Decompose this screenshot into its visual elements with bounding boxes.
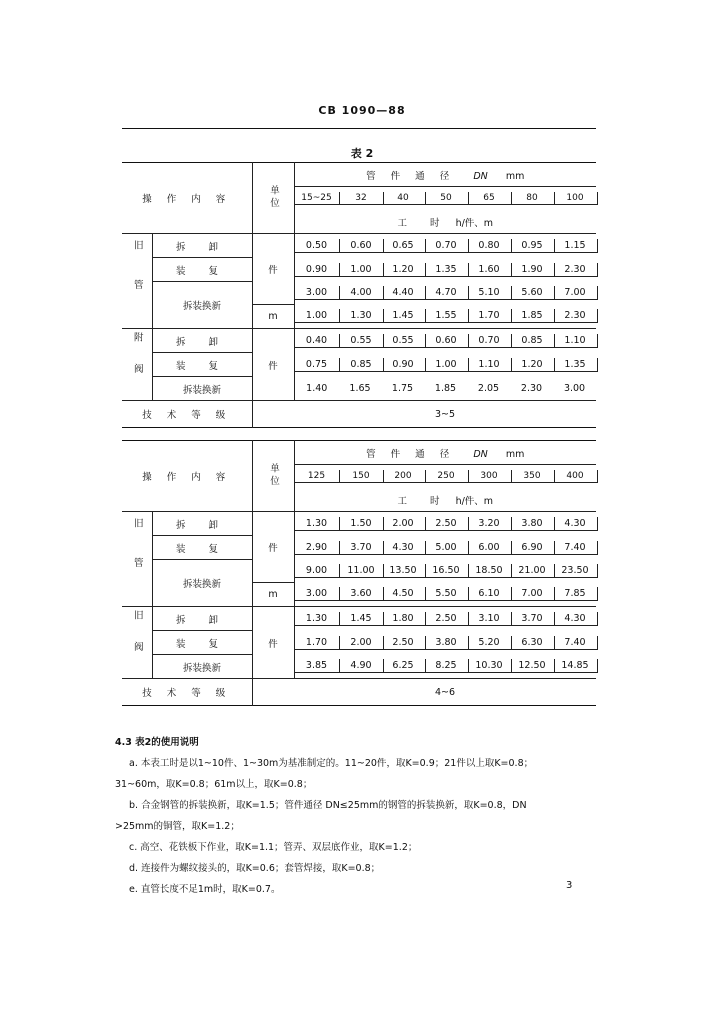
- value-cell: 1.70: [467, 305, 510, 329]
- header-unit: 单 位: [252, 163, 294, 234]
- group-label-valve: 旧阀: [122, 607, 152, 679]
- value-cell: 3.00: [294, 583, 339, 607]
- operation-cell: 拆 卸: [175, 241, 229, 253]
- grade-value: 3~5: [434, 408, 456, 420]
- value-cell: 1.85: [510, 305, 553, 329]
- value-cell: 0.50: [294, 234, 339, 258]
- unit-cell: m: [252, 305, 294, 329]
- value-cell: 23.50: [553, 560, 596, 583]
- operation-cell: 装 复: [152, 536, 252, 560]
- hours-label: 工 时 h/件、m: [397, 217, 494, 229]
- value-cell: 1.30: [294, 607, 339, 631]
- value-cell: 1.65: [349, 382, 371, 394]
- value-cell: 6.30: [510, 631, 553, 655]
- group-label-valve: 附阀: [122, 329, 152, 401]
- notes-title: 4.3 表2的使用说明: [115, 737, 199, 748]
- header-unit: 单 位: [252, 441, 294, 512]
- value-cell: 4.30: [381, 536, 424, 560]
- value-cell: 1.75: [391, 382, 414, 394]
- operation-cell: 装 复: [152, 258, 252, 282]
- unit-cell: 件: [252, 512, 294, 583]
- time-table-1: [122, 162, 596, 428]
- header-operation: 操 作 内 容: [142, 472, 232, 483]
- value-cell: 1.50: [339, 512, 381, 536]
- value-cell: 3.70: [510, 607, 553, 631]
- value-cell: 9.00: [294, 560, 339, 583]
- note-line: >25mm的铜管，取K=1.2；: [115, 821, 240, 832]
- value-cell: 0.85: [339, 353, 381, 377]
- value-cell: 0.90: [294, 258, 339, 282]
- grade-label: 技 术 等 级: [142, 688, 232, 699]
- value-cell: 0.55: [339, 329, 381, 353]
- operation-cell: 拆装换新: [152, 655, 252, 679]
- time-table-2: [122, 440, 596, 706]
- value-cell: 1.20: [510, 353, 553, 377]
- value-cell: 2.05: [477, 382, 500, 394]
- value-cell: 7.00: [510, 583, 553, 607]
- document-header: CB 1090—88: [318, 104, 406, 117]
- note-line: e. 直管长度不足1m时，取K=0.7。: [129, 884, 281, 895]
- value-cell: 3.00: [563, 382, 586, 394]
- value-cell: 0.70: [467, 329, 510, 353]
- unit-cell: 件: [252, 234, 294, 305]
- grade-unit-cell: [252, 679, 294, 706]
- value-cell: 10.30: [467, 655, 510, 679]
- value-cell: 1.00: [424, 353, 467, 377]
- size-cell: 32: [339, 187, 381, 211]
- size-cell: 50: [424, 187, 467, 211]
- value-cell: 5.10: [467, 282, 510, 305]
- value-cell: 6.90: [510, 536, 553, 560]
- size-cell: 400: [553, 465, 596, 489]
- value-cell: 3.80: [510, 512, 553, 536]
- value-cell: 7.40: [553, 536, 596, 560]
- value-cell: 6.25: [381, 655, 424, 679]
- value-cell: 1.40: [306, 382, 328, 394]
- usage-notes: [115, 732, 605, 900]
- operation-cell: 拆 卸: [175, 519, 229, 531]
- value-cell: 7.85: [553, 583, 596, 607]
- value-cell: 2.50: [381, 631, 424, 655]
- value-cell: 0.60: [339, 234, 381, 258]
- operation-cell: 拆装换新: [152, 560, 252, 607]
- header-diameter: 管 件 通 径 DN mm: [366, 448, 525, 460]
- value-cell: 2.30: [520, 382, 543, 394]
- operation-cell: 装 复: [152, 631, 252, 655]
- grade-label: 技 术 等 级: [142, 410, 232, 421]
- value-cell: 3.20: [467, 512, 510, 536]
- size-cell: 15~25: [294, 187, 339, 211]
- value-cell: 1.85: [434, 382, 457, 394]
- value-cell: 0.60: [424, 329, 467, 353]
- value-cell: 1.35: [424, 258, 467, 282]
- value-cell: 2.00: [381, 512, 424, 536]
- page-number: 3: [566, 880, 573, 891]
- value-cell: 2.50: [424, 512, 467, 536]
- value-cell: 0.70: [424, 234, 467, 258]
- value-cell: 1.30: [294, 512, 339, 536]
- value-cell: 3.10: [467, 607, 510, 631]
- unit-cell: 件: [252, 329, 294, 401]
- value-cell: 2.30: [553, 305, 596, 329]
- size-cell: 80: [510, 187, 553, 211]
- value-cell: 2.50: [424, 607, 467, 631]
- value-cell: 6.10: [467, 583, 510, 607]
- value-cell: 1.90: [510, 258, 553, 282]
- value-cell: 5.00: [424, 536, 467, 560]
- size-cell: 150: [339, 465, 381, 489]
- value-cell: 0.55: [381, 329, 424, 353]
- size-cell: 200: [381, 465, 424, 489]
- value-cell: 3.00: [294, 282, 339, 305]
- value-cell: 14.85: [553, 655, 596, 679]
- size-cell: 350: [510, 465, 553, 489]
- value-cell: 1.00: [294, 305, 339, 329]
- value-cell: 11.00: [339, 560, 381, 583]
- value-cell: 1.30: [339, 305, 381, 329]
- value-cell: 2.30: [553, 258, 596, 282]
- value-cell: 21.00: [510, 560, 553, 583]
- value-cell: 0.65: [381, 234, 424, 258]
- value-cell: 1.00: [339, 258, 381, 282]
- value-cell: 1.45: [339, 607, 381, 631]
- note-line: d. 连接件为螺纹接头的，取K=0.6；套管焊接，取K=0.8；: [129, 863, 381, 874]
- value-cell: 0.90: [381, 353, 424, 377]
- value-cell: 1.15: [553, 234, 596, 258]
- value-cell: 4.70: [424, 282, 467, 305]
- note-line: b. 合金钢管的拆装换新，取K=1.5；管件通径 DN≤25mm的钢管的拆装换新，取K=0.8，DN: [129, 800, 527, 811]
- header-diameter: 管 件 通 径 DN mm: [366, 170, 525, 182]
- value-cell: 16.50: [424, 560, 467, 583]
- value-cell: 3.80: [424, 631, 467, 655]
- value-cell: 1.20: [381, 258, 424, 282]
- value-cell: 7.40: [553, 631, 596, 655]
- value-cell: 0.85: [510, 329, 553, 353]
- value-cell: 0.80: [467, 234, 510, 258]
- value-cell: 13.50: [381, 560, 424, 583]
- value-cell: 4.30: [553, 607, 596, 631]
- value-cell: 8.25: [424, 655, 467, 679]
- value-cell: 4.00: [339, 282, 381, 305]
- value-cell: 4.30: [553, 512, 596, 536]
- operation-cell: 装 复: [152, 353, 252, 377]
- size-cell: 250: [424, 465, 467, 489]
- operation-cell: 拆装换新: [152, 282, 252, 329]
- value-cell: 1.10: [553, 329, 596, 353]
- unit-cell: m: [252, 583, 294, 607]
- size-cell: 40: [381, 187, 424, 211]
- size-cell: 100: [553, 187, 596, 211]
- hours-label: 工 时 h/件、m: [397, 495, 494, 507]
- value-cell: 2.90: [294, 536, 339, 560]
- note-line: a. 本表工时是以1~10件、1~30m为基准制定的。11~20件，取K=0.9；21件以上取K=0.8；: [129, 758, 534, 769]
- value-cell: 1.10: [467, 353, 510, 377]
- size-cell: 300: [467, 465, 510, 489]
- table-title: 表 2: [350, 147, 374, 160]
- value-cell: 3.85: [294, 655, 339, 679]
- value-cell: 5.60: [510, 282, 553, 305]
- value-cell: 12.50: [510, 655, 553, 679]
- value-cell: 5.50: [424, 583, 467, 607]
- value-cell: 6.00: [467, 536, 510, 560]
- unit-cell: 件: [252, 607, 294, 679]
- grade-value: 4~6: [434, 686, 456, 698]
- value-cell: 2.00: [339, 631, 381, 655]
- value-cell: 5.20: [467, 631, 510, 655]
- grade-unit-cell: [252, 401, 294, 428]
- value-cell: 4.90: [339, 655, 381, 679]
- value-cell: 7.00: [553, 282, 596, 305]
- header-operation: 操 作 内 容: [142, 194, 232, 205]
- value-cell: 0.40: [294, 329, 339, 353]
- value-cell: 1.45: [381, 305, 424, 329]
- note-line: 31~60m，取K=0.8；61m以上，取K=0.8；: [115, 779, 313, 790]
- value-cell: 18.50: [467, 560, 510, 583]
- value-cell: 1.60: [467, 258, 510, 282]
- value-cell: 4.40: [381, 282, 424, 305]
- header-rule: [122, 128, 596, 129]
- value-cell: 3.70: [339, 536, 381, 560]
- value-cell: 1.70: [294, 631, 339, 655]
- operation-cell: 拆 卸: [175, 336, 229, 348]
- value-cell: 4.50: [381, 583, 424, 607]
- value-cell: 0.95: [510, 234, 553, 258]
- operation-cell: 拆装换新: [152, 377, 252, 401]
- value-cell: 1.80: [381, 607, 424, 631]
- operation-cell: 拆 卸: [175, 614, 229, 626]
- value-cell: 1.55: [424, 305, 467, 329]
- size-cell: 65: [467, 187, 510, 211]
- note-line: c. 高空、花铁板下作业，取K=1.1；管弄、双层底作业，取K=1.2；: [129, 842, 418, 853]
- group-label-old-pipe: 旧管: [122, 234, 152, 329]
- group-label-old-pipe: 旧管: [122, 512, 152, 607]
- value-cell: 3.60: [339, 583, 381, 607]
- value-cell: 1.35: [553, 353, 596, 377]
- size-cell: 125: [294, 465, 339, 489]
- value-cell: 0.75: [294, 353, 339, 377]
